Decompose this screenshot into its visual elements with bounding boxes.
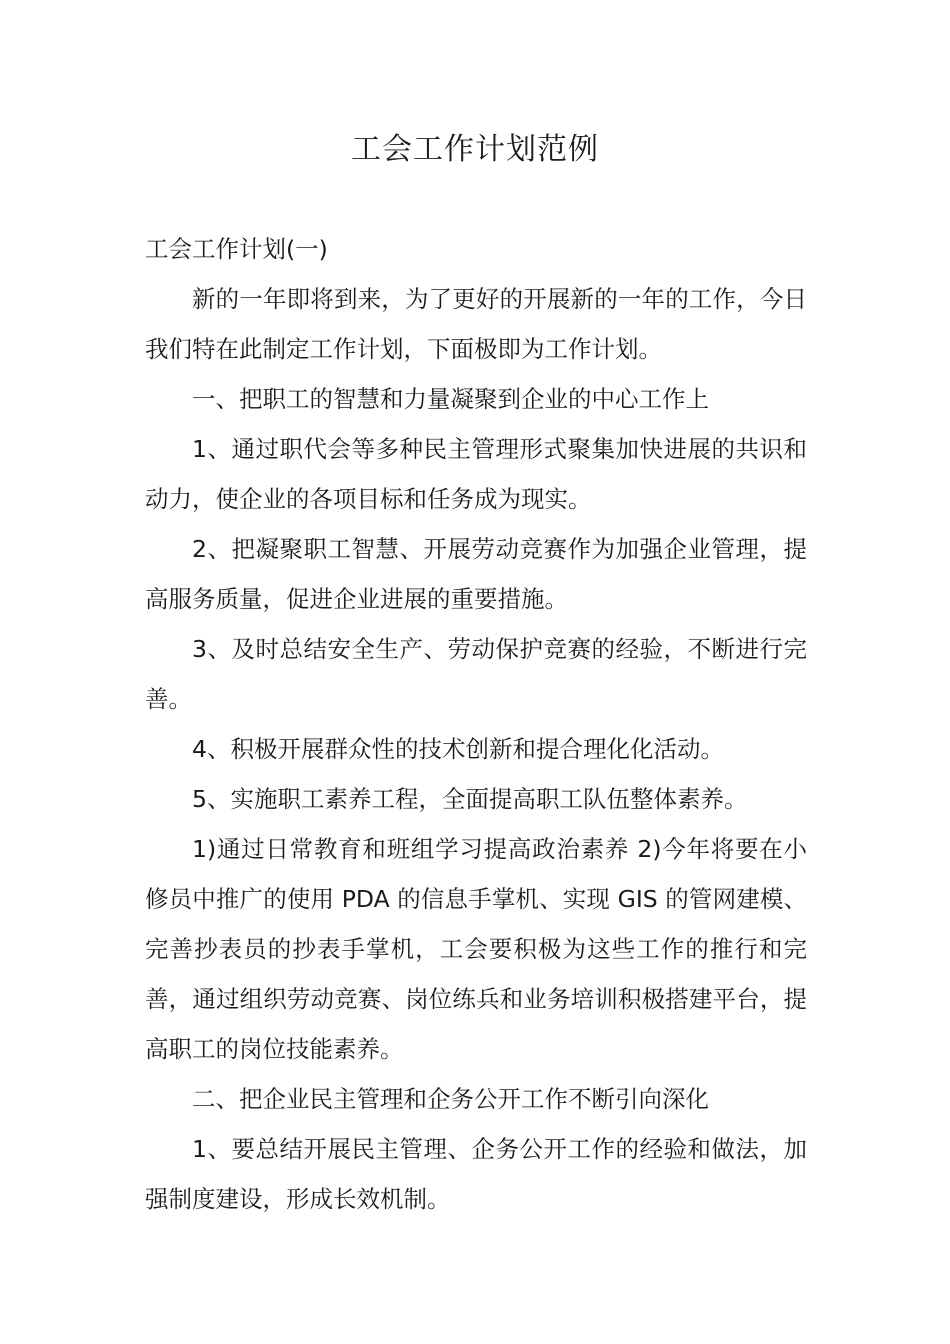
item-3-paragraph: 3、及时总结安全生产、劳动保护竞赛的经验，不断进行完善。 (145, 635, 807, 713)
item-2-paragraph: 2、把凝聚职工智慧、开展劳动竞赛作为加强企业管理，提高服务质量，促进企业进展的重要措施。 (145, 535, 807, 613)
item-1-paragraph: 1、通过职代会等多种民主管理形式聚集加快进展的共识和动力，使企业的各项目标和任务成为现实。 (145, 435, 807, 513)
item-5-paragraph: 5、实施职工素养工程，全面提高职工队伍整体素养。 (192, 785, 748, 813)
section-heading: 工会工作计划(一) (145, 235, 328, 263)
part-one-heading: 一、把职工的智慧和力量凝聚到企业的中心工作上 (192, 385, 709, 413)
intro-paragraph: 新的一年即将到来，为了更好的开展新的一年的工作，今日我们特在此制定工作计划，下面极即为工作计划。 (145, 285, 807, 363)
document-title: 工会工作计划范例 (351, 132, 599, 167)
part-two-heading: 二、把企业民主管理和企务公开工作不断引向深化 (192, 1085, 709, 1113)
sub-items-paragraph: 1)通过日常教育和班组学习提高政治素养 2)今年将要在小修员中推广的使用 PDA 的信息手掌机、实现 GIS 的管网建模、完善抄表员的抄表手掌机，工会要积极为这些工作的推行和完善，通过组织劳动竞赛、岗位练兵和业务培训积极搭建平台，提高职工的岗位技能素养。 (145, 835, 807, 1063)
item-4-paragraph: 4、积极开展群众性的技术创新和提合理化化活动。 (192, 735, 724, 763)
part-two-item-1-paragraph: 1、要总结开展民主管理、企务公开工作的经验和做法，加强制度建设，形成长效机制。 (145, 1135, 807, 1213)
document-body (145, 224, 807, 1224)
